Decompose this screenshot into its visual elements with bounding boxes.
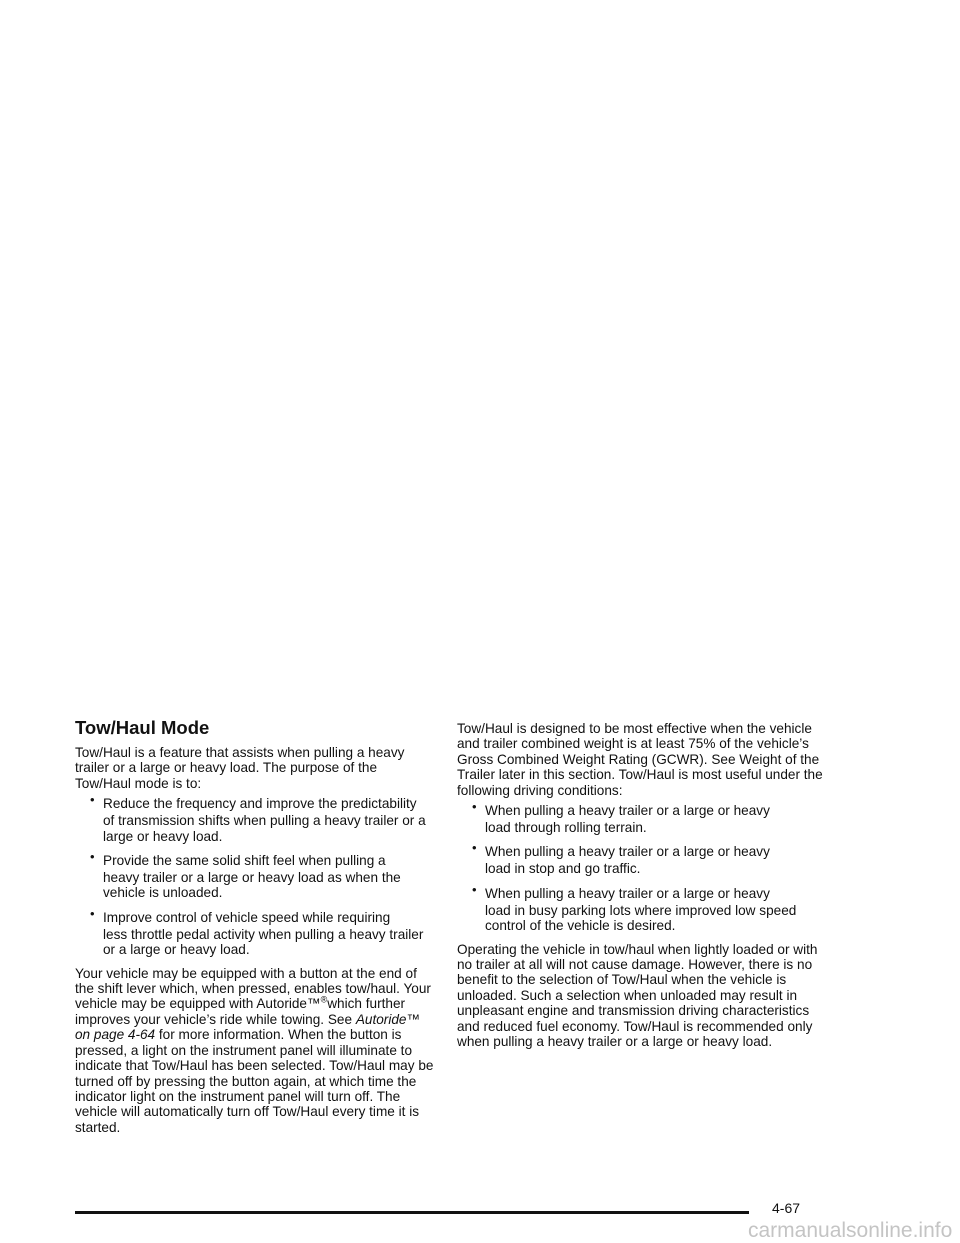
button-paragraph: Your vehicle may be equipped with a button at the end of the shift lever which, when pressed, enables tow/haul. Your vehicle may be equipped with Autoride™®which further improves your vehicle’s ride while towing. See Autoride™ on page 4-64 for more information. When the button is pressed, a light on the instrument panel will illuminate to indicate that Tow/Haul has been selected. Tow/Haul may be turned off by pressing the button again, at which time the indicator light on the instrument panel will turn off. The vehicle will automatically turn off Tow/Haul every time it is started. bbox=[75, 965, 434, 1135]
bullet-icon: • bbox=[90, 905, 95, 921]
footer-rule bbox=[75, 1211, 749, 1214]
closing-paragraph: Operating the vehicle in tow/haul when lightly loaded or with no trailer at all will not cause damage. However, there is no benefit to the selection of Tow/Haul when the vehicle is unloaded. Such a selection when unloaded may result in unpleasant engine and transmission driving characteristics and reduced fuel economy. Tow/Haul is recommended only when pulling a heavy trailer or a large or heavy load. bbox=[457, 941, 818, 1050]
section-title: Tow/Haul Mode bbox=[75, 717, 210, 738]
left-column bbox=[75, 717, 435, 1139]
list-item: • When pulling a heavy trailer or a large or heavy load in busy parking lots where improved low speed control of the vehicle is desired. bbox=[472, 881, 797, 934]
purpose-list bbox=[75, 792, 435, 958]
right-column bbox=[457, 721, 827, 1054]
registered-mark: ® bbox=[320, 994, 328, 1005]
autoride-link[interactable]: Autoride™ on page 4-64 bbox=[75, 1011, 421, 1043]
effective-paragraph: Tow/Haul is designed to be most effective when the vehicle and trailer combined weight is at least 75% of the vehicle’s Gross Combined Weight Rating (GCWR). See Weight of the Trailer later in this section. Tow/Haul is most useful under the following driving conditions: bbox=[457, 721, 823, 798]
intro-paragraph: Tow/Haul is a feature that assists when pulling a heavy trailer or a large or heavy load. The purpose of the Tow/Haul mode is to: bbox=[75, 745, 405, 791]
page-number: 4-67 bbox=[772, 1200, 801, 1216]
list-item: • When pulling a heavy trailer or a large or heavy load in stop and go traffic. bbox=[472, 840, 770, 877]
bullet-icon: • bbox=[472, 881, 477, 897]
conditions-list bbox=[457, 799, 827, 934]
list-item: • Reduce the frequency and improve the predictability of transmission shifts when pulling a heavy trailer or a large or heavy load. bbox=[90, 792, 426, 844]
bullet-icon: • bbox=[90, 849, 95, 865]
bullet-icon: • bbox=[472, 799, 477, 815]
watermark: carmanualsonline.info bbox=[748, 1219, 953, 1242]
bullet-icon: • bbox=[90, 792, 95, 808]
list-item: • Improve control of vehicle speed while requiring less throttle pedal activity when pulling a heavy trailer or a large or heavy load. bbox=[90, 905, 424, 958]
bullet-icon: • bbox=[472, 840, 477, 856]
list-item: • When pulling a heavy trailer or a large or heavy load through rolling terrain. bbox=[472, 799, 770, 836]
list-item: • Provide the same solid shift feel when pulling a heavy trailer or a large or heavy load as when the vehicle is unloaded. bbox=[90, 849, 401, 901]
